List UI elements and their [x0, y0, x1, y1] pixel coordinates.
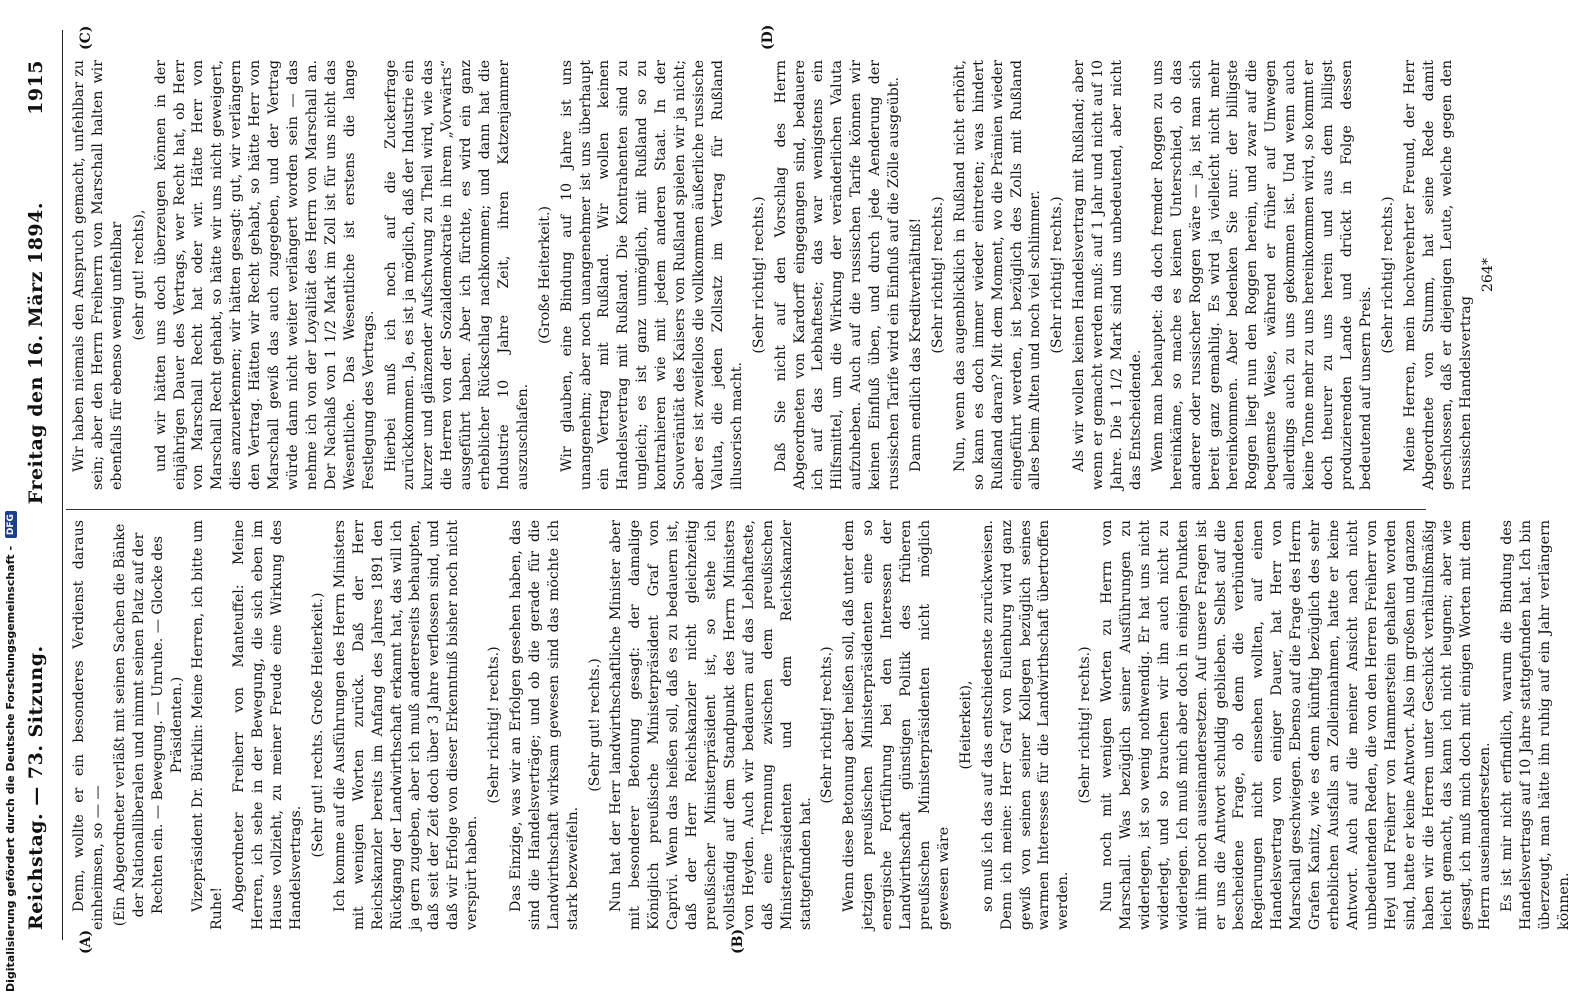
- paragraph: und wir hätten uns doch überzeugen können in der einjährigen Dauer des Vertrags, wer Recht hat, ob Herr von Marschall Recht hat oder wir. Hätte Herr von Marschall Recht gehabt, so hätte wir uns nicht geweigert, dies anzuerkennen; wir hätten gesagt: gut, wir verlängern den Vertrag. Hätten wir Recht gehabt, so hätte Herr von Marschall gewiß das auch zugegeben, und der Vertrag würde dann nicht weiter verlängert worden sein — das nehme ich von der Loyalität des Herrn von Marschall an. Der Nachlaß von 1 1/2 Mark im Zoll ist für uns nicht das Wesentliche. Das Wesentliche ist erstens die lange Festlegung des Vertrags.: [152, 60, 377, 490]
- margin-marker-a: (A): [78, 929, 94, 954]
- interjection: (Ein Abgeordneter verläßt mit seinen Sachen die Bänke der Nationalliberalen und nimmt seinen Platz auf der Rechten ein. — Bewegung. — Unruhe. — Glocke des Präsidenten.): [111, 523, 185, 927]
- paragraph: so muß ich das auf das entschiedenste zurückweisen. Denn ich meine: Herr Graf von Eulenburg wird ganz gewiß von seinen seiner Kollegen bezüglich seines warmen Interesses für die Landwirthschaft übertroffen werden.: [979, 520, 1072, 930]
- paragraph: Wir haben niemals den Anspruch gemacht, unfehlbar zu sein; aber den Herrn Freiherrn von Marschall halten wir ebenfalls für ebenso wenig unfehlbar: [71, 60, 125, 490]
- paragraph: Nun, wenn das augenblicklich in Rußland nicht erhöht, so kann es doch immer wieder eintreten; was hindert Rußland daran? Mit dem Moment, wo die Prämien wieder eingeführt werden, ist bezüglich des Zolls mit Rußland alles beim Alten und noch viel schlimmer.: [951, 60, 1044, 490]
- interjection: (Sehr richtig! rechts.): [1049, 196, 1066, 354]
- left-column: [70, 520, 1572, 930]
- header-left: Reichstag. — 73. Sitzung.: [25, 645, 47, 930]
- paragraph: Wenn man behauptet: da doch fremder Roggen zu uns hereinkäme, so mache es keinen Unterschied, ob das anderer oder russischer Roggen wäre — ja, ist man sich bereit ganz gemahlig. Es wird ja vielleicht nicht mehr hereinkommen. Aber bedenken Sie nur: der billigste Roggen liegt nun den Roggen herein, und zwar auf die bequemste Weise, während er früher auf Umwegen allerdings auch zu uns gekommen ist. Und wenn auch keine Tonne mehr zu uns hereinkommen wird, so kommt er doch theurer zu uns herein und aus dem billigst produzierenden Lande und drückt in Folge dessen bedeutend auf unsern Preis.: [1149, 60, 1374, 490]
- interjection: 264*: [1480, 257, 1497, 293]
- paragraph: Ich komme auf die Ausführungen des Herrn Ministers mit wenigen Worten zurück. Daß der Herr Reichskanzler bereits im Anfang des Jahres 1891 den Rückgang der Landwirthschaft erkannt hat, das will ich ja gern zugeben, aber ich muß andererseits behaupten, daß seit der Zeit doch über 3 Jahre verflossen sind, und daß wir Erfolge von dieser Erkenntniß bisher noch nicht verspürt haben.: [331, 520, 481, 930]
- margin-marker-b: (B): [730, 928, 746, 954]
- running-header: [18, 0, 54, 1000]
- paragraph: Nun noch mit wenigen Worten zu Herrn von Marschall. Was bezüglich seiner Ausführungen zu widerlegen, ist so wenig nothwendig. Er hat uns nicht widerlegt, und so brauchen wir ihn auch nicht zu widerlegen. Ich muß mich aber doch in einigen Punkten mit ihm noch auseinandersetzen. Auf unsere Fragen ist er uns die Antwort schuldig geblieben. Selbst auf die bescheidene Frage, ob denn die verbündeten Regierungen nicht einsehen wollten, auf einen Handelsvertrag von einiger Dauer, hat Herr von Marschall geschwiegen. Ebenso auf die Frage des Herrn Grafen Kanitz, wie es denn künftig bezüglich des sehr erheblichen Ausfalls an Zolleinnahmen, hatte er keine Antwort. Auch auf die meiner Ansicht nach nicht unbedeutenden Reden, die von den Herren Freiherr von Heyl und Freiherr von Hammerstein gehalten worden sind, hatte er keine Antwort. Also im großen und ganzen haben wir die Herren unter Geschick verhältnißmäßig leicht gemacht, das kann ich nicht leugnen; aber wie gesagt, ich muß mich doch mit einigen Worten mit dem Herrn auseinandersetzen.: [1099, 520, 1494, 930]
- paragraph: Denn, wollte er ein besonderes Verdienst daraus einheimsen, so — —: [71, 520, 106, 930]
- paragraph: Als wir wollen keinen Handelsvertrag mit Rußland; aber wenn er gemacht werden muß: auf 1 Jahr und nicht auf 10 Jahre. Die 1 1/2 Mark sind uns unbedeutend, aber nicht das Entscheidende.: [1071, 60, 1144, 490]
- footer-text: Digitalisierung gefördert durch die Deutsche Forschungsgemeinschaft -: [4, 545, 17, 992]
- paragraph: Wenn diese Betonung aber heißen soll, daß unter dem jetzigen preußischen Ministerpräsidenten eine so energische Fortführung bei den Interessen der Landwirthschaft günstigen Politik des früheren preußischen Ministerpräsidenten nicht möglich gewesen wäre: [841, 520, 952, 930]
- paragraph: Dann endlich das Kreditverhältniß!: [907, 217, 924, 472]
- paragraph: Vizepräsident Dr. Bürklin: Meine Herren, ich bitte um Ruhe!: [190, 520, 226, 930]
- page-number: 1915: [25, 60, 47, 115]
- interjection: (Sehr richtig! rechts.): [486, 646, 503, 804]
- paragraph: Wir glauben, eine Bindung auf 10 Jahre ist uns unangenehm; aber noch unangenehmer ist uns überhaupt ein Vertrag mit Rußland. Wir wollen keinen Handelsvertrag mit Rußland. Die Kontrahenten sind zu ungleich; es ist ganz unmöglich, mit Rußland so zu kontrahieren wie mit jedem anderen Staat. In der Souveränität des Kaisers von Rußland spielen wir ja nicht; aber es ist zweifellos die vollkommen äußerliche russische Valuta, die jeden Zollsatz im Vertrag für Rußland illusorisch macht.: [558, 60, 745, 490]
- paragraph: Meine Herren, mein hochverehrter Freund, der Herr Abgeordnete von Stumm, hat seine Rede damit geschlossen, daß er diejenigen Leute, welche gegen den russischen Handelsvertrag: [1401, 60, 1475, 490]
- paragraph: Es ist mir nicht erfindlich, warum die Bindung des Handelsvertrags auf 10 Jahre stattgefunden hat. Ich bin überzeugt, man hätte ihn ruhig auf ein Jahr verlängern können.: [1499, 520, 1572, 930]
- interjection: (Sehr richtig! rechts.): [1077, 646, 1094, 804]
- margin-marker-c: (C): [78, 25, 94, 50]
- header-rule: [62, 30, 63, 940]
- interjection: (Sehr richtig! rechts.): [750, 196, 767, 354]
- paragraph: Das Einzige, was wir an Erfolgen gesehen haben, das sind die Handelsverträge; und ob die gerade für die Landwirthschaft wirksam gewesen sind das möchte ich stark bezweifeln.: [507, 520, 581, 930]
- interjection: (Sehr richtig! rechts.): [819, 646, 836, 804]
- interjection: (Sehr richtig! rechts.): [1379, 196, 1396, 354]
- paragraph: Nun hat der Herr landwirthschaftliche Minister aber mit besonderer Betonung gesagt: der damalige Königlich preußische Ministerpräsident Graf von Caprivi. Wenn das heißen soll, daß es zu bedauern ist, daß der Herr Reichskanzler nicht gleichzeitig preußischer Ministerpräsident ist, so stehe ich vollständig auf dem Standpunkt des Herrn Ministers von Heyden. Auch wir bedauern auf das Lebhafteste, daß eine Trennung zwischen dem preußischen Ministerpräsidenten und dem Reichskanzler stattgefunden hat.: [608, 520, 814, 930]
- dfg-logo: DFG: [5, 511, 17, 538]
- digitization-footer: [2, 0, 20, 1000]
- paragraph: Hierbei muß ich noch auf die Zuckerfrage zurückkommen. Ja, es ist ja möglich, daß der Industrie ein kurzer und glänzender Aufschwung zu Theil wird, wie das die Herren von der Sozialdemokratie in ihrem „Vorwärts“ ausgeführt haben. Aber ich fürchte, es wird ein ganz erheblicher Rückschlag nachkommen; und dann hat die Industrie 10 Jahre Zeit, ihren Katzenjammer auszuschlafen.: [382, 60, 531, 490]
- column-divider: [66, 509, 1426, 510]
- header-date: [25, 0, 47, 504]
- header-right: Freitag den 16. März 1894.: [25, 202, 47, 505]
- interjection: (Große Heiterkeit.): [536, 205, 553, 345]
- interjection: (Sehr gut! rechts. Große Heiterkeit.): [309, 592, 326, 858]
- interjection: (sehr gut! rechts),: [130, 209, 147, 341]
- right-column: [70, 60, 1497, 490]
- interjection: (Heiterkeit),: [957, 680, 974, 770]
- margin-marker-d: (D): [760, 24, 776, 50]
- interjection: (Sehr richtig! rechts.): [929, 196, 946, 354]
- paragraph: Abgeordneter Freiherr von Manteuffel: Meine Herren, ich sehe in der Bewegung, die sich eben im Hause vollzieht, zu meiner Freude eine Wirkung des Handelsvertrags.: [231, 520, 304, 930]
- paragraph: Daß Sie nicht auf den Vorschlag des Herrn Abgeordneten von Kardorff eingegangen sind, bedauere ich auf das Lebhafteste; das war wenigstens ein Hilfsmittel, um die Wirkung der veränderlichen Valuta aufzuheben. Auch auf die russischen Tarife können wir keinen Einfluß üben, und durch jede Aenderung der russischen Tarife wird ein Einfluß auf die Zölle ausgeübt.: [772, 60, 903, 490]
- interjection: (Sehr gut! rechts.): [586, 658, 603, 792]
